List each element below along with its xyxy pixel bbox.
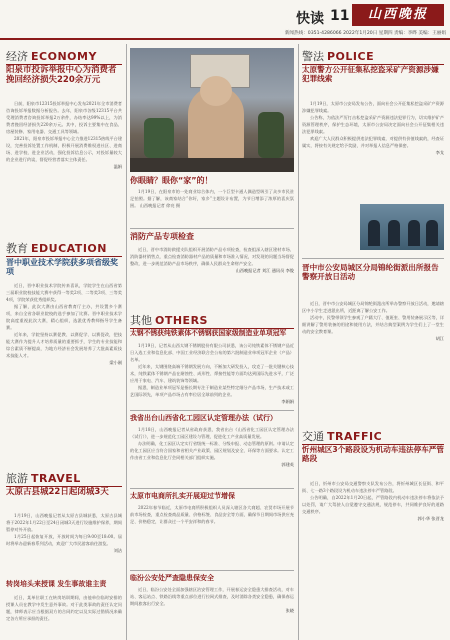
economy-body: 日前，阳泉市12315投诉举报中心发布2021年全市消费者咨询投诉举报数据分析报告。去年，阳泉市各级12315平台共受理消费者咨询投诉举报2万余件，办结率达99%以上，为消费者挽回经济损失220余万元。其中，投诉主要集中在食品、房屋装修、家用电器、交通工具等领域。 2021年，阳泉市投诉举报中心全力推进12315热线平台建设，完善投诉处置工作机制，积极开展消费维权进社区、进商场、进学校、进企业活动，强化投诉信息公示，对投诉量较大的企业进行约谈，督促经营者落实主体责任。 温娟 <box>6 101 122 169</box>
traffic-section-head: 交通 TRAFFIC <box>302 428 444 445</box>
food-headline: 临汾公安处严查隐患保安全 <box>130 574 214 582</box>
section-title: 快读 <box>296 11 324 27</box>
economy-headline: 阳泉市投诉举报中心为消费者挽回经济损失220余万元 <box>6 65 117 85</box>
police-section-head: 警法 POLICE <box>302 48 444 65</box>
transfer-headline: 转岗培头来授课 发生事故谁主责 <box>6 580 107 588</box>
education-body: 近日，晋中职业技术学院传来喜讯，学院学生在山西省第三届职业院校技能大赛中获得一等奖2项、二等奖3项、三等奖4项，学院荣获优秀组织奖。 据了解，此次大赛由山西省教育厅主办，共设置多个赛项，来自全省各职业院校的选手参加了比赛。晋中职业技术学院高度重视此次大赛，精心组织，选派优秀教师指导学生备赛。 近年来，学院坚持以赛促教、以赛促学、以赛促改，把技能大赛作为提升人才培养质量的重要抓手，学生的专业技能和综合素质不断提高，为地方经济社会发展培养了大批高素质技术技能人才。 梁小刚 <box>6 283 122 365</box>
divider <box>302 258 444 259</box>
photo-plant <box>144 118 174 158</box>
food-body: 近日，临汾公安处全面加强辖区治安管理工作，开展春运安全隐患大排查活动，对车站、客运站点、铁路沿线等重点部位进行拉网式排查，及时消除各类安全隐患，确保春运期间旅客出行安全。 张晓 <box>130 587 294 613</box>
traffic-body: 近日，忻州市公安局交通警察支队发布公告，将忻州城区长征街、和平街、七一路3个路段设为机动车违法停车严管路段。 公告明确，自2022年1月20日起，严管路段内机动车违法停车将依法予以处罚，请广大驾驶人自觉遵守交通法规，规范停车，共同维护良好的道路交通秩序。 郭小华 张晋龙 <box>302 481 444 521</box>
traffic-headline: 忻州城区3个路段设为机动车违法停车严管路段 <box>302 445 444 463</box>
police-photo <box>360 204 444 250</box>
travel-section-head: 旅游 TRAVEL <box>6 470 122 487</box>
photo-plant <box>258 112 284 158</box>
education-section-head: 教育 EDUCATION <box>6 240 122 257</box>
bus-headline: 我省出台山西省化工园区认定管理办法（试行） <box>130 414 277 422</box>
photo-officer <box>388 220 400 246</box>
travel-headline: 太原古县城22日起闭城3天 <box>6 487 109 497</box>
police-headline: 太原警方公开征集私挖盗采矿产资源涉嫌犯罪线索 <box>302 65 439 83</box>
photo-figure-head <box>200 76 232 106</box>
photo-officer <box>368 220 380 246</box>
travel-body: 1月19日，山西晚报记者从太原古县城获悉，太原古县城将于2022年1月22日至24日闭城3天进行设施维护保养，期间暂停对外开放。 1月25日起恢复开放，开放时间为每日9:00至18:00。届时将举办迎新春系列活动，欢迎广大市民游客前往游览。 刘洁 <box>6 513 122 553</box>
newspaper-logo: 山西晚报 <box>352 4 444 26</box>
divider <box>130 570 294 571</box>
police-body: 1月19日，太原市公安局发布公告，面向社会公开征集私挖盗采矿产资源涉嫌犯罪线索。 公告称，为依法严厉打击私挖盗采矿产资源违法犯罪行为，切实维护矿产资源管理秩序，保护生态环境，太原市公安局决定面向社会公开征集相关违法犯罪线索。 欢迎广大人民群众积极提供违法犯罪线索，对提供有价值线索的，经查证属实，将按有关规定给予奖励，并对举报人信息严格保密。 李戈 <box>302 101 444 155</box>
jinzhong-headline: 晋中市公安局城区分局锦纶街派出所报告警察开放日活动 <box>302 263 439 281</box>
header-meta: 新闻热线：0351-4286066 2022年1月20日 星期四 责编：李晔 美编：王丽娟 <box>284 31 446 36</box>
photo-officer <box>426 220 438 246</box>
others-section-head: 其他 OTHERS <box>130 312 294 329</box>
others-body: 1月19日，记者从山西太钢不锈钢股份有限公司获悉，该公司纯铁素体不锈钢产品近日入选工业和信息化部、中国工业经济联合会公布的第六批制造业单项冠军企业（产品）名单。 近年来，太钢围绕高端不锈钢发展方向，不断加大研发投入，攻克了一批关键核心技术，纯铁素体不锈钢产品在耐蚀性、成形性、焊接性能等方面均达到国际先进水平，广泛应用于家电、汽车、建筑装饰等领域。 据悉，制造业单项冠军是指长期专注于制造业某些特定细分产品市场，生产技术或工艺国际领先，单项产品市场占有率位居全球前列的企业。 李娟娟 <box>130 343 294 404</box>
photo-officer <box>408 220 420 246</box>
fire-body: 近日，晋中市消防救援支队组织开展消防产品专项检查，检查组深入辖区建材市场、消防器材销售点，重点检查消防器材产品的质量和市场准入情况，对发现的问题当场督促整改，进一步规范消防产品市场秩序，确保人民群众生命财产安全。 山西晚报记者 刘江 通讯员 李俊 <box>130 247 294 273</box>
divider <box>130 488 294 489</box>
education-headline: 晋中职业技术学院获多项省级奖项 <box>6 258 118 277</box>
photo-ground <box>130 158 294 172</box>
others-headline: 太钢不锈获纯铁素体不锈钢获国家级制造业单项冠军 <box>130 329 287 337</box>
divider <box>130 228 294 229</box>
economy-section-head: 经济 ECONOMY <box>6 48 122 65</box>
column-divider <box>298 44 299 640</box>
taiyuan-headline: 太原市电商所扎实开展迎过节增保 <box>130 492 235 500</box>
taiyuan-body: 2022年春节临近，太原市电商所积极组织人员深入辖区各大商超、农贸市场开展节前市场检查，重点检查商品质量、价格标签、食品安全等方面，确保节日期间市场供应充足、价格稳定，让群众过一个平安祥和的春节。 <box>130 505 294 524</box>
fire-headline: 消防产品专项检查 <box>130 232 194 241</box>
transfer-body: 近日，某单位职工在转岗培训期间，由他单位临时安排的授课人员在教学中发生意外事故。对于此类事故的责任认定问题，律师表示应当根据双方的合同约定以及实际过错情况来确定各方所应承担的责任。 <box>6 595 122 621</box>
bus-body: 1月18日，山西晚报记者从省政府获悉，我省出台《山西省化工园区认定管理办法（试行）》，进一步规范化工园区建设与管理，促进化工产业高质量发展。 办法明确，化工园区认定实行省级统一标准、分级申报、动态管理的原则。申请认定的化工园区应当符合国家和省相关产业政策、园区规划及安全、环保等方面要求。认定工作由省工业和信息化厅会同相关部门组织实施。 郭建英 <box>130 427 294 467</box>
photo-caption: 1月19日，在阳泉市的一处商业综合体内，一个巨型卡通人偶造型吸引了众多市民驻足拍照。据了解，该商家结合“你好，家乡”主题设计布置，为节日增添了浓厚的喜庆氛围。 山西晚报记者 徐亮 摄 <box>130 189 294 208</box>
photo-headline: 你眼睛？眼你“家”的！ <box>130 176 213 185</box>
page-header <box>0 0 450 40</box>
news-photo <box>130 48 294 172</box>
jinzhong-body: 近日，晋中市公安局城区分局锦纶街派出所举办警察开放日活动，邀请辖区中小学生走进派出所，近距离了解公安工作。 活动中，民警带领学生参观了户籍大厅、值班室、警用装备展示区等，详细讲解了警用装备的用途和使用方法，并结合典型案例为学生们上了一堂生动的安全教育课。 胡江 <box>302 301 444 341</box>
divider <box>130 410 294 411</box>
page-number: 11 <box>330 8 350 24</box>
column-divider <box>126 44 127 640</box>
